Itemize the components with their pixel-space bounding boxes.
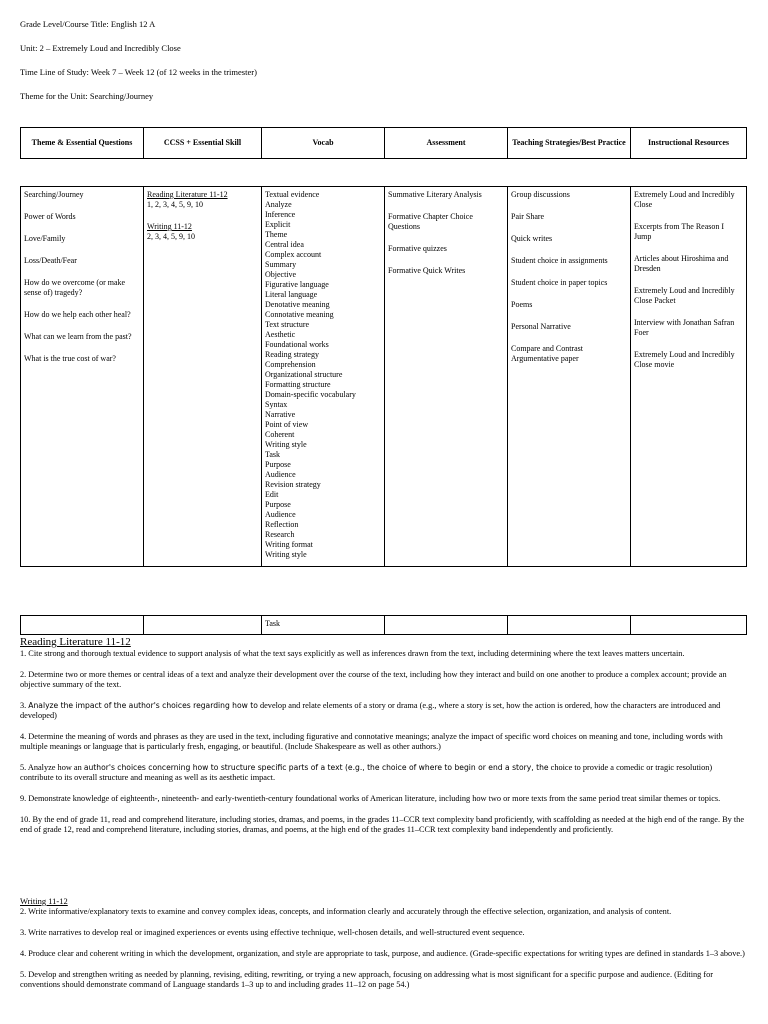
- vocab-list: [265, 190, 381, 560]
- theme-item: What is the true cost of war?: [24, 354, 116, 363]
- writing-standard-3: 3. Write narratives to develop real or imagined experiences or events using effective technique, well-chosen details, and well-structured event sequence.: [20, 927, 525, 937]
- reading-standard-5: [20, 763, 746, 783]
- vocab-item: Task: [265, 450, 280, 459]
- assessment-item: Formative quizzes: [388, 244, 447, 253]
- strategy-item: Quick writes: [511, 234, 553, 243]
- empty-cell: [385, 616, 508, 635]
- vocab-item: Aesthetic: [265, 330, 296, 339]
- vocab-item: Audience: [265, 510, 296, 519]
- vocab-item: Textual evidence: [265, 190, 320, 199]
- vocab-item: Inference: [265, 210, 296, 219]
- vocab-item: Reading strategy: [265, 350, 319, 359]
- vocab-item: Writing format: [265, 540, 313, 549]
- reading-standard-3-rest: develop and relate elements of a story or drama (e.g., where a story is set, how the action is ordered, how the characters are introduced and developed): [20, 700, 721, 720]
- content-table: [20, 186, 747, 567]
- header-table: [20, 127, 747, 159]
- vocab-item: Complex account: [265, 250, 322, 259]
- reading-standard-9: 9. Demonstrate knowledge of eighteenth-, nineteenth- and early-twentieth-century foundational works of American literature, including how two or more texts from the same period treat similar themes or topics.: [20, 793, 721, 803]
- vocab-item: Syntax: [265, 400, 288, 409]
- resource-item: Interview with Jonathan Safran Foer: [634, 318, 735, 337]
- unit-theme: Theme for the Unit: Searching/Journey: [20, 91, 154, 101]
- reading-standard-1: 1. Cite strong and thorough textual evidence to support analysis of what the text says explicitly as well as inferences drawn from the text, including determining where the text leaves matters uncertain.: [20, 648, 685, 658]
- assessment-cell: [385, 187, 508, 567]
- vocab-item: Comprehension: [265, 360, 316, 369]
- vocab-item: Purpose: [265, 500, 291, 509]
- vocab-item: Connotative meaning: [265, 310, 334, 319]
- assessment-item: Formative Quick Writes: [388, 266, 466, 275]
- vocab-item: Text structure: [265, 320, 310, 329]
- theme-item: How do we overcome (or make sense of) tragedy?: [24, 278, 126, 297]
- empty-cell: [508, 616, 631, 635]
- reading-standard-5-emphasis: author's choices concerning how to structure specific parts of a text (e.g., the choice of where to begin or end a story, the: [83, 762, 549, 772]
- vocab-item: Domain-specific vocabulary: [265, 390, 356, 399]
- strategy-item: Student choice in assignments: [511, 256, 608, 265]
- ccss-reading-title: Reading Literature 11-12: [147, 190, 228, 199]
- writing-standard-5: 5. Develop and strengthen writing as needed by planning, revising, editing, rewriting, or trying a new approach, focusing on addressing what is most significant for a specific purpose and audience. (Editing for conventions should demonstrate command of Language standards 1–3 up to and including grades 11–12 on page 54.): [20, 969, 714, 989]
- vocab-item: Figurative language: [265, 280, 329, 289]
- resource-item: Excerpts from The Reason I Jump: [634, 222, 725, 241]
- theme-item: Power of Words: [24, 212, 76, 221]
- vocab-item: Summary: [265, 260, 297, 269]
- col-header-theme: Theme & Essential Questions: [21, 128, 144, 159]
- reading-standard-3-emphasis: Analyze the impact of the author's choices regarding how to: [28, 700, 258, 710]
- assessment-item: Formative Chapter Choice Questions: [388, 212, 473, 231]
- strategy-item: Poems: [511, 300, 533, 309]
- vocab-item: Central idea: [265, 240, 304, 249]
- col-header-ccss: CCSS + Essential Skill: [144, 128, 262, 159]
- strategy-item: Student choice in paper topics: [511, 278, 608, 287]
- vocab-item: Reflection: [265, 520, 299, 529]
- theme-item: What can we learn from the past?: [24, 332, 132, 341]
- vocab-item: Research: [265, 530, 295, 539]
- theme-item: Loss/Death/Fear: [24, 256, 77, 265]
- themes-cell: [21, 187, 144, 567]
- strategy-item: Pair Share: [511, 212, 545, 221]
- vocab-item: Theme: [265, 230, 288, 239]
- vocab-item: Objective: [265, 270, 297, 279]
- col-header-resources: Instructional Resources: [631, 128, 747, 159]
- col-header-assessment: Assessment: [385, 128, 508, 159]
- reading-standards-section: [20, 636, 746, 843]
- writing-standards-section: [20, 897, 746, 998]
- vocab-item: Analyze: [265, 200, 292, 209]
- writing-standard-4: 4. Produce clear and coherent writing in which the development, organization, and style are appropriate to task, purpose, and audience. (Grade-specific expectations for writing types are defined in standards 1–3 above.): [20, 948, 745, 958]
- vocab-item: Explicit: [265, 220, 291, 229]
- reading-standard-10: 10. By the end of grade 11, read and comprehend literature, including stories, dramas, and poems, in the grades 11–CCR text complexity band proficiently, with scaffolding as needed at the high end of the range. By the end of grade 12, read and comprehend literature, including stories, dramas, and poems, at the high end of the grades 11–CCR text complexity band independently and proficiently.: [20, 814, 745, 834]
- reading-standards-title: Reading Literature 11-12: [20, 636, 131, 648]
- reading-standard-5-rest: choice to provide a comedic or tragic resolution) contribute to its overall structure and meaning as well as its aesthetic impact.: [20, 762, 713, 782]
- col-header-vocab: Vocab: [262, 128, 385, 159]
- theme-item: Searching/Journey: [24, 190, 84, 199]
- vocab-item: Writing style: [265, 550, 307, 559]
- theme-item: How do we help each other heal?: [24, 310, 131, 319]
- resource-item: Extremely Loud and Incredibly Close movie: [634, 350, 735, 369]
- vocab-item: Revision strategy: [265, 480, 321, 489]
- strategy-item: Group discussions: [511, 190, 570, 199]
- vocab-item: Coherent: [265, 430, 295, 439]
- writing-standards-title: Writing 11-12: [20, 896, 68, 906]
- empty-cell: [631, 616, 747, 635]
- resource-item: Extremely Loud and Incredibly Close Packet: [634, 286, 735, 305]
- vocab-item: Literal language: [265, 290, 318, 299]
- unit-title: Unit: 2 – Extremely Loud and Incredibly Close: [20, 43, 181, 53]
- ccss-cell: [144, 187, 262, 567]
- resource-item: Articles about Hiroshima and Dresden: [634, 254, 729, 273]
- theme-item: Love/Family: [24, 234, 66, 243]
- reading-standard-2: 2. Determine two or more themes or central ideas of a text and analyze their development over the course of the text, including how they interact and build on one another to produce a complex account; provide an objective summary of the text.: [20, 669, 727, 689]
- resource-item: Extremely Loud and Incredibly Close: [634, 190, 735, 209]
- vocab-item: Narrative: [265, 410, 296, 419]
- vocab-item: Edit: [265, 490, 279, 499]
- timeline: Time Line of Study: Week 7 – Week 12 (of 12 weeks in the trimester): [20, 67, 257, 77]
- vocab-item: Point of view: [265, 420, 309, 429]
- reading-standard-5-prefix: 5. Analyze how an: [20, 762, 84, 772]
- strategy-item: Personal Narrative: [511, 322, 571, 331]
- vocab-cell: [262, 187, 385, 567]
- vocab-item: Writing style: [265, 440, 307, 449]
- vocab-item: Denotative meaning: [265, 300, 330, 309]
- ccss-writing-nums: 2, 3, 4, 5, 9, 10: [147, 232, 195, 241]
- empty-cell: [144, 616, 262, 635]
- task-row-table: [20, 615, 747, 635]
- reading-standard-4: 4. Determine the meaning of words and phrases as they are used in the text, including figurative and connotative meanings; analyze the impact of specific word choices on meaning and tone, including words with multiple meanings or language that is particularly fresh, engaging, or beautiful. (Include Shakespeare as well as other authors.): [20, 731, 723, 751]
- course-title: Grade Level/Course Title: English 12 A: [20, 19, 156, 29]
- writing-standard-2: 2. Write informative/explanatory texts to examine and convey complex ideas, concepts, and information clearly and accurately through the effective selection, organization, and analysis of content.: [20, 906, 672, 916]
- vocab-item: Purpose: [265, 460, 291, 469]
- vocab-item: Organizational structure: [265, 370, 343, 379]
- ccss-reading-nums: 1, 2, 3, 4, 5, 9, 10: [147, 200, 203, 209]
- ccss-writing-title: Writing 11-12: [147, 222, 192, 231]
- strategies-cell: [508, 187, 631, 567]
- reading-standard-3: [20, 701, 746, 721]
- assessment-item: Summative Literary Analysis: [388, 190, 482, 199]
- strategy-item: Compare and Contrast Argumentative paper: [511, 344, 583, 363]
- vocab-item: Formatting structure: [265, 380, 331, 389]
- reading-standard-3-prefix: 3.: [20, 700, 29, 710]
- col-header-strategies: Teaching Strategies/Best Practice: [508, 128, 631, 159]
- task-cell: Task: [262, 616, 385, 635]
- vocab-item: Foundational works: [265, 340, 329, 349]
- vocab-item: Audience: [265, 470, 296, 479]
- resources-cell: [631, 187, 747, 567]
- empty-cell: [21, 616, 144, 635]
